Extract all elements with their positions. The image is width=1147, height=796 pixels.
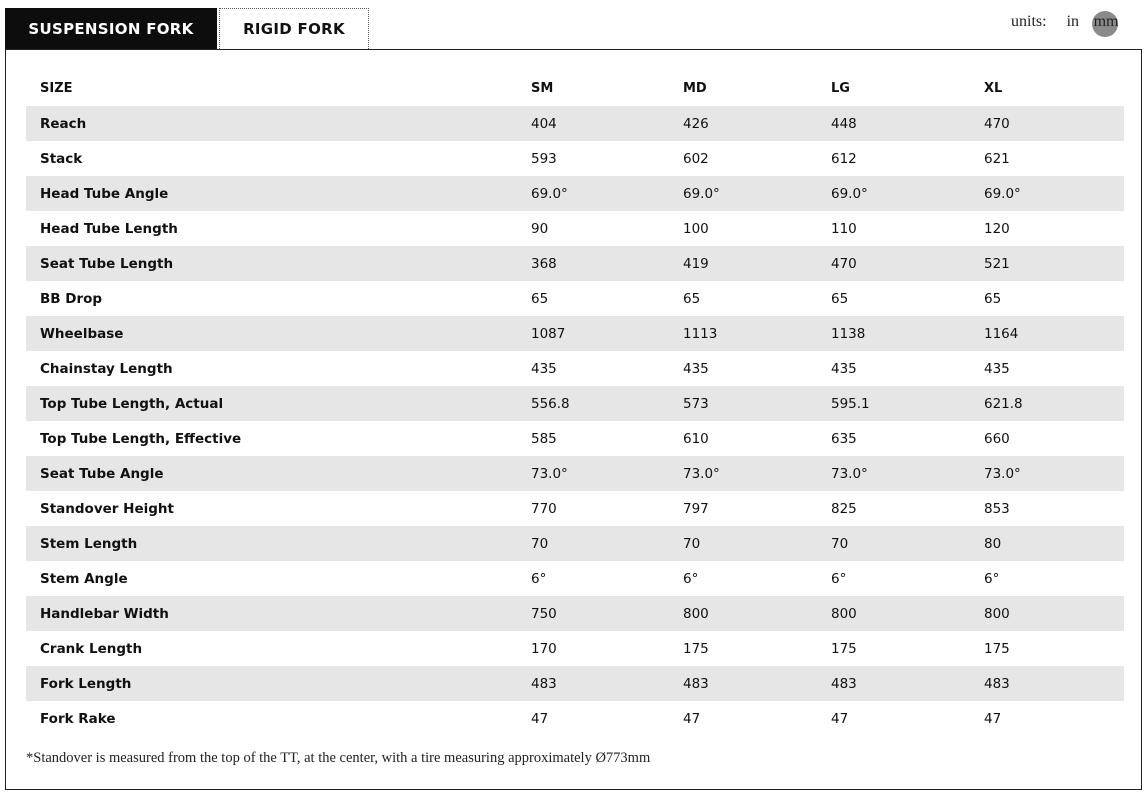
table-cell: 65: [531, 290, 549, 307]
units-option-in[interactable]: in: [1066, 13, 1080, 30]
table-cell: 483: [984, 675, 1010, 692]
table-cell: 120: [984, 220, 1010, 237]
geometry-panel: [5, 49, 1142, 790]
row-label: Fork Rake: [40, 710, 116, 727]
table-cell: 70: [531, 535, 549, 552]
table-row: [26, 456, 1124, 491]
table-row: [26, 316, 1124, 351]
table-cell: 73.0°: [984, 465, 1021, 482]
table-row: [26, 526, 1124, 561]
table-cell: 556.8: [531, 395, 570, 412]
table-cell: 47: [531, 710, 549, 727]
table-cell: 404: [531, 115, 557, 132]
table-cell: 1113: [683, 325, 718, 342]
table-cell: 435: [831, 360, 857, 377]
row-label: Seat Tube Length: [40, 255, 174, 272]
row-label: Reach: [40, 115, 87, 132]
units-label: units:: [1011, 13, 1047, 30]
tab-suspension-fork[interactable]: SUSPENSION FORK: [5, 8, 217, 49]
row-label: Head Tube Length: [40, 220, 178, 237]
table-cell: 770: [531, 500, 557, 517]
units-toggle: [1011, 11, 1119, 33]
table-cell: 585: [531, 430, 557, 447]
table-cell: 797: [683, 500, 709, 517]
table-cell: 70: [683, 535, 701, 552]
table-row: [26, 211, 1124, 246]
row-label: BB Drop: [40, 290, 103, 307]
table-cell: 175: [984, 640, 1010, 657]
table-cell: 470: [831, 255, 857, 272]
table-cell: 69.0°: [531, 185, 568, 202]
table-cell: 65: [984, 290, 1002, 307]
row-label: Handlebar Width: [40, 605, 169, 622]
table-cell: 483: [683, 675, 709, 692]
table-row: [26, 281, 1124, 316]
table-cell: 1164: [984, 325, 1019, 342]
row-label: Head Tube Angle: [40, 185, 169, 202]
table-cell: 6°: [531, 570, 547, 587]
tab-rigid-fork[interactable]: RIGID FORK: [219, 8, 369, 49]
row-label: Crank Length: [40, 640, 143, 657]
table-row: [26, 701, 1124, 736]
table-header-row: [26, 71, 1124, 106]
table-cell: 853: [984, 500, 1010, 517]
table-cell: 47: [984, 710, 1002, 727]
header-lg: LG: [831, 81, 850, 96]
table-cell: 435: [683, 360, 709, 377]
header-size: SIZE: [40, 81, 73, 96]
row-label: Wheelbase: [40, 325, 124, 342]
table-cell: 1138: [831, 325, 866, 342]
row-label: Seat Tube Angle: [40, 465, 164, 482]
table-cell: 470: [984, 115, 1010, 132]
table-row: [26, 421, 1124, 456]
table-cell: 175: [683, 640, 709, 657]
standover-footnote: *Standover is measured from the top of the TT, at the center, with a tire measuring approximately Ø773mm: [26, 750, 651, 766]
table-cell: 635: [831, 430, 857, 447]
table-row: [26, 141, 1124, 176]
table-cell: 6°: [831, 570, 847, 587]
table-cell: 800: [683, 605, 709, 622]
table-cell: 65: [831, 290, 849, 307]
row-label: Top Tube Length, Actual: [40, 395, 224, 412]
table-cell: 175: [831, 640, 857, 657]
table-cell: 73.0°: [683, 465, 720, 482]
table-row: [26, 596, 1124, 631]
table-cell: 110: [831, 220, 857, 237]
table-cell: 1087: [531, 325, 566, 342]
table-row: [26, 561, 1124, 596]
row-label: Stack: [40, 150, 83, 167]
table-row: [26, 386, 1124, 421]
table-cell: 483: [531, 675, 557, 692]
row-label: Fork Length: [40, 675, 132, 692]
table-cell: 610: [683, 430, 709, 447]
geometry-table: [26, 71, 1124, 736]
table-cell: 825: [831, 500, 857, 517]
table-cell: 750: [531, 605, 557, 622]
table-cell: 47: [831, 710, 849, 727]
table-row: [26, 246, 1124, 281]
table-row: [26, 631, 1124, 666]
table-row: [26, 491, 1124, 526]
table-cell: 602: [683, 150, 709, 167]
table-cell: 426: [683, 115, 709, 132]
row-label: Stem Angle: [40, 570, 128, 587]
row-label: Chainstay Length: [40, 360, 173, 377]
table-cell: 47: [683, 710, 701, 727]
table-cell: 90: [531, 220, 549, 237]
table-cell: 660: [984, 430, 1010, 447]
table-cell: 595.1: [831, 395, 870, 412]
table-cell: 6°: [984, 570, 1000, 587]
header-md: MD: [683, 81, 707, 96]
table-cell: 435: [984, 360, 1010, 377]
table-cell: 800: [831, 605, 857, 622]
table-cell: 69.0°: [831, 185, 868, 202]
table-cell: 73.0°: [531, 465, 568, 482]
table-row: [26, 106, 1124, 141]
row-label: Top Tube Length, Effective: [40, 430, 242, 447]
table-cell: 448: [831, 115, 857, 132]
table-row: [26, 176, 1124, 211]
header-sm: SM: [531, 81, 554, 96]
row-label: Stem Length: [40, 535, 138, 552]
table-cell: 435: [531, 360, 557, 377]
table-cell: 621: [984, 150, 1010, 167]
table-cell: 6°: [683, 570, 699, 587]
table-cell: 368: [531, 255, 557, 272]
table-row: [26, 351, 1124, 386]
table-cell: 69.0°: [683, 185, 720, 202]
table-row: [26, 666, 1124, 701]
table-cell: 100: [683, 220, 709, 237]
table-cell: 69.0°: [984, 185, 1021, 202]
table-cell: 612: [831, 150, 857, 167]
table-cell: 521: [984, 255, 1010, 272]
table-body: [26, 106, 1124, 736]
table-cell: 70: [831, 535, 849, 552]
table-cell: 483: [831, 675, 857, 692]
table-cell: 573: [683, 395, 709, 412]
table-cell: 80: [984, 535, 1002, 552]
table-cell: 65: [683, 290, 701, 307]
units-option-mm[interactable]: mm: [1093, 13, 1119, 30]
table-cell: 73.0°: [831, 465, 868, 482]
table-cell: 170: [531, 640, 557, 657]
fork-tabs: [5, 8, 369, 50]
table-cell: 593: [531, 150, 557, 167]
table-cell: 419: [683, 255, 709, 272]
table-cell: 800: [984, 605, 1010, 622]
header-xl: XL: [984, 81, 1003, 96]
table-cell: 621.8: [984, 395, 1023, 412]
row-label: Standover Height: [40, 500, 174, 517]
